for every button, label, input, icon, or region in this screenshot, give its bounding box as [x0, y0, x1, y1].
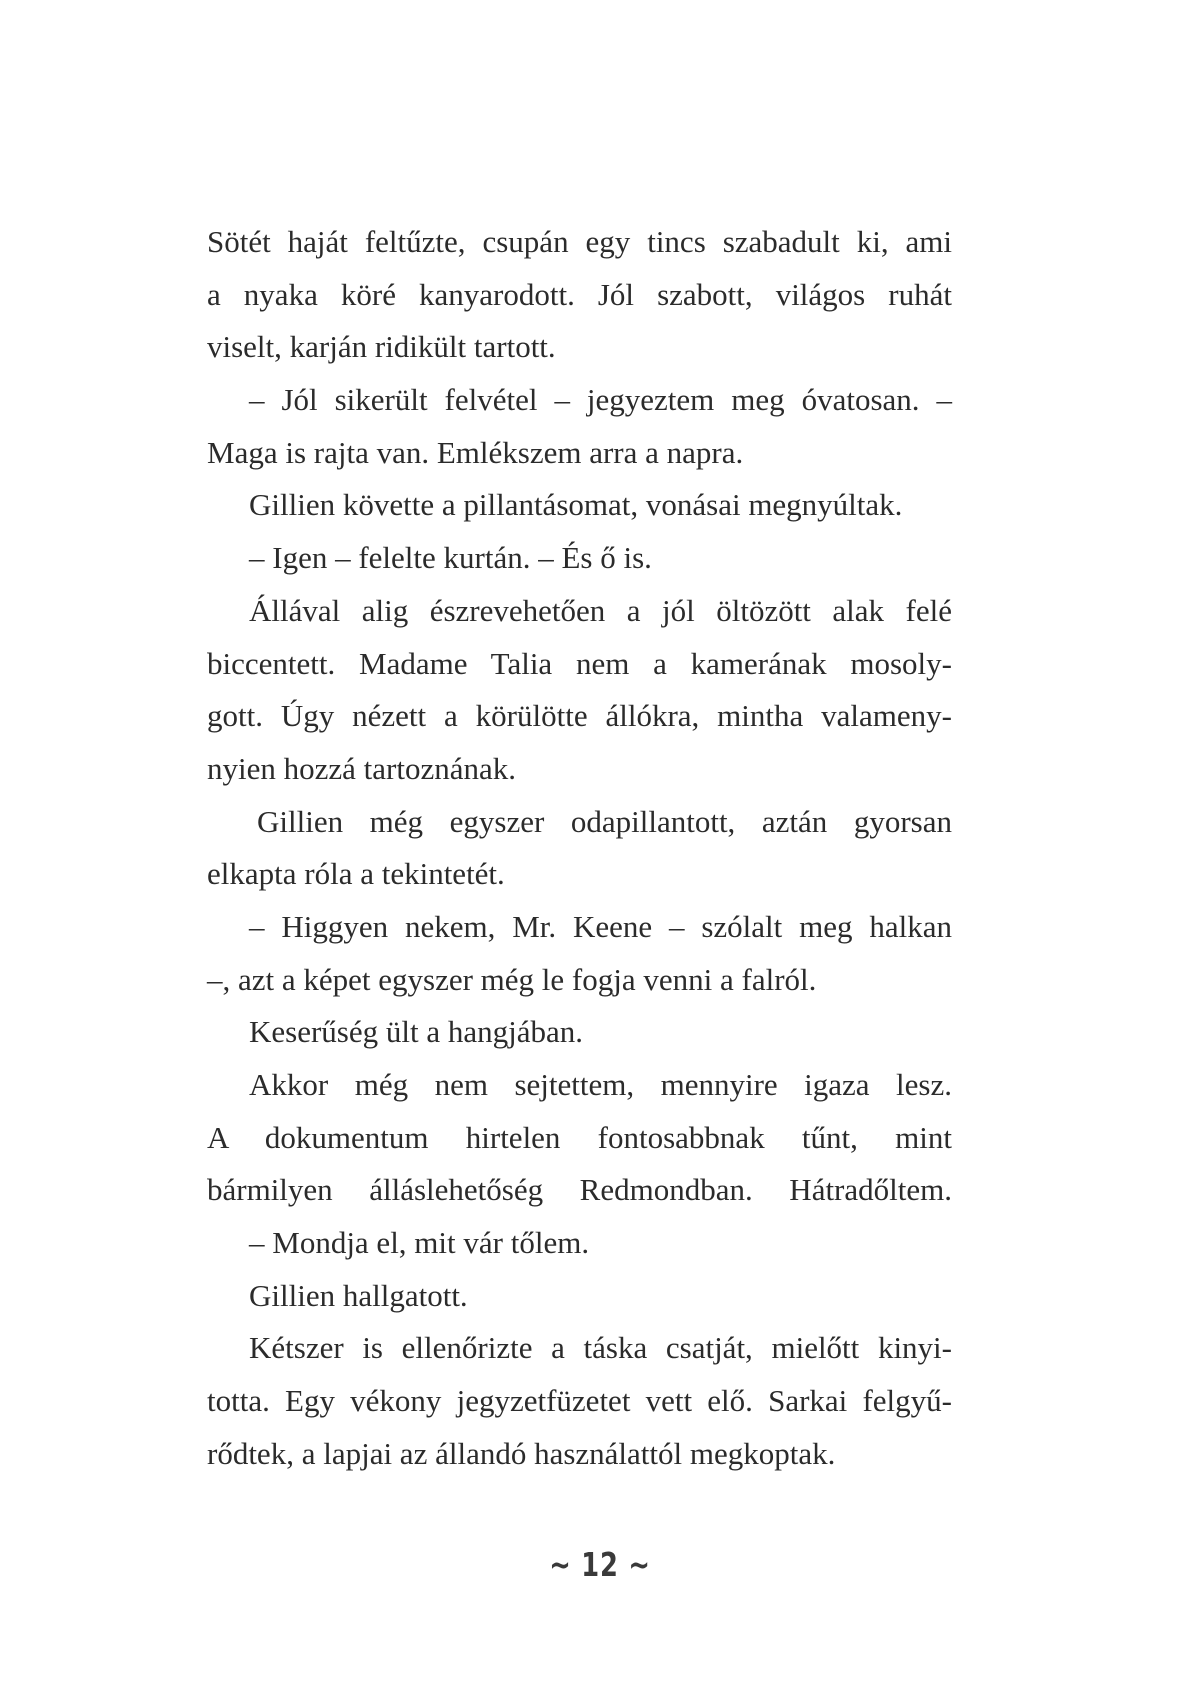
text-line: Sötét haját feltűzte, csupán egy tincs szabadult ki, ami: [207, 224, 952, 259]
text-line: a nyaka köré kanyarodott. Jól szabott, világos ruhát: [207, 276, 952, 312]
text-line: Gillien követte a pillantásomat, vonásai megnyúltak.: [249, 487, 903, 523]
text-line: biccentett. Madame Talia nem a kamerának mosoly-: [207, 645, 952, 681]
text-line: Maga is rajta van. Emlékszem arra a napra.: [207, 434, 744, 470]
text-line: Kétszer is ellenőrizte a táska csatját, mielőtt kinyi-: [249, 1330, 952, 1366]
text-line: bármilyen álláslehetőség Redmondban. Hátradőltem.: [207, 1172, 952, 1208]
page-number: ~ 12 ~: [549, 1545, 651, 1584]
text-line: nyien hozzá tartoznának.: [207, 750, 516, 786]
text-line: – Igen – felelte kurtán. – És ő is.: [249, 540, 652, 576]
text-line: Akkor még nem sejtettem, mennyire igaza lesz.: [249, 1067, 952, 1102]
body-text: [207, 216, 952, 1481]
text-line: – Jól sikerült felvétel – jegyeztem meg óvatosan. –: [249, 382, 952, 418]
text-line: rődtek, a lapjai az állandó használattól megkoptak.: [207, 1435, 836, 1471]
text-line: Keserűség ült a hangjában.: [249, 1014, 583, 1050]
text-line: –, azt a képet egyszer még le fogja venni a falról.: [207, 961, 817, 997]
text-line: Gillien hallgatott.: [249, 1277, 468, 1313]
text-line: Gillien még egyszer odapillantott, aztán gyorsan: [257, 803, 952, 839]
text-line: Állával alig észrevehetően a jól öltözött alak felé: [249, 592, 952, 628]
text-line: viselt, karján ridikült tartott.: [207, 329, 556, 365]
text-line: elkapta róla a tekintetét.: [207, 856, 505, 892]
text-line: A dokumentum hirtelen fontosabbnak tűnt, mint: [207, 1119, 952, 1155]
text-line: – Higgyen nekem, Mr. Keene – szólalt meg halkan: [249, 908, 952, 944]
text-line: – Mondja el, mit vár tőlem.: [249, 1225, 590, 1261]
text-line: totta. Egy vékony jegyzetfüzetet vett elő. Sarkai felgyű-: [207, 1383, 952, 1419]
text-line: gott. Úgy nézett a körülötte állókra, mintha valameny-: [207, 698, 952, 734]
